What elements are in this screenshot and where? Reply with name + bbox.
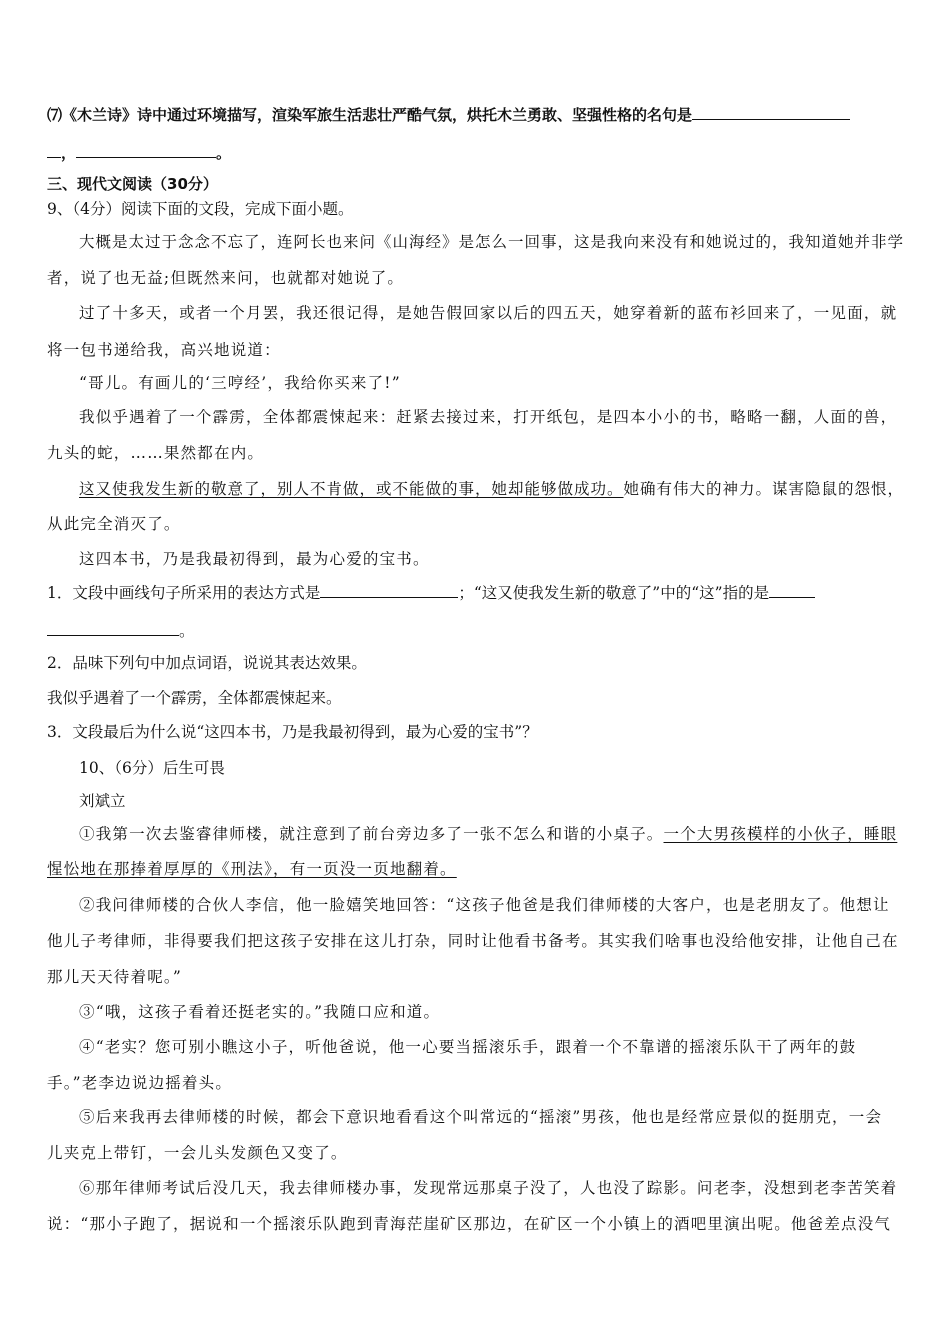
answer-blank bbox=[47, 141, 61, 158]
passage-line bbox=[47, 858, 457, 880]
sub-question-2-quote: 我似乎遇着了一个霹雳，全体都震悚起来。 bbox=[47, 689, 342, 707]
sub-question-1-cont bbox=[47, 619, 195, 642]
q7-separator: ， bbox=[61, 144, 77, 162]
sub1-text: 1．文段中画线句子所采用的表达方式是 bbox=[47, 584, 321, 602]
section-title: 三、现代文阅读（30分） bbox=[47, 175, 218, 193]
passage-line bbox=[79, 478, 904, 500]
passage-line: 他儿子考律师，非得要我们把这孩子安排在这儿打杂，同时让他看书备考。其实我们啥事也没给他安排，让他自己在 bbox=[47, 932, 899, 950]
underlined-sentence: 一个大男孩模样的小伙子，睡眼 bbox=[663, 825, 898, 843]
passage-line: 将一包书递给我，高兴地说道： bbox=[47, 341, 281, 359]
passage-line: 九头的蛇，……果然都在内。 bbox=[47, 444, 265, 462]
passage-line: 者，说了也无益;但既然来问，也就都对她说了。 bbox=[47, 269, 405, 287]
passage-line: 说：“那小子跑了，据说和一个摇滚乐队跑到青海茫崖矿区那边，在矿区一个小镇上的酒吧里演出呢。他爸差点没气 bbox=[47, 1215, 892, 1233]
sub-question-3: 3．文段最后为什么说“这四本书，乃是我最初得到，最为心爱的宝书”？ bbox=[47, 723, 538, 741]
q7-line-1 bbox=[47, 103, 850, 126]
passage-line: 大概是太过于念念不忘了，连阿长也来问《山海经》是怎么一回事，这是我向来没有和她说过的，我知道她并非学 bbox=[79, 233, 905, 251]
q10-title: 10、（6分）后生可畏 bbox=[79, 759, 225, 777]
passage-line bbox=[79, 823, 897, 845]
q7-text: ⑺《木兰诗》诗中通过环境描写，渲染军旅生活悲壮严酷气氛，烘托木兰勇敢、坚强性格的名句是 bbox=[47, 106, 693, 124]
answer-blank bbox=[692, 103, 850, 120]
answer-blank bbox=[76, 141, 216, 158]
answer-blank bbox=[320, 581, 458, 598]
passage-line: ④“老实？您可别小瞧这小子，听他爸说，他一心要当摇滚乐手，跟着一个不靠谱的摇滚乐队干了两年的鼓 bbox=[79, 1038, 857, 1056]
passage-text: 她确有伟大的神力。谋害隐鼠的怨恨， bbox=[623, 480, 905, 498]
passage-line: 过了十多天，或者一个月罢，我还很记得，是她告假回家以后的四五天，她穿着新的蓝布衫回来了，一见面，就 bbox=[79, 304, 898, 322]
sub-question-2: 2．品味下列句中加点词语，说说其表达效果。 bbox=[47, 654, 367, 672]
answer-blank bbox=[769, 581, 815, 598]
passage-line: 那儿天天待着呢。” bbox=[47, 968, 182, 986]
passage-line: 从此完全消灭了。 bbox=[47, 515, 181, 533]
passage-line: “哥儿。有画儿的‘三哼经’，我给你买来了!” bbox=[79, 374, 401, 392]
passage-line: ②我问律师楼的合伙人李信，他一脸嬉笑地回答：“这孩子他爸是我们律师楼的大客户，也是老朋友了。他想让 bbox=[79, 896, 890, 914]
passage-line: ⑥那年律师考试后没几天，我去律师楼办事，发现常远那桌子没了，人也没了踪影。问老李，没想到老李苦笑着 bbox=[79, 1179, 898, 1197]
passage-line: ③“哦，这孩子看着还挺老实的。”我随口应和道。 bbox=[79, 1003, 441, 1021]
passage-line: 手。”老李边说边摇着头。 bbox=[47, 1074, 233, 1092]
sub1-text: ；“这又使我发生新的敬意了”中的“这”指的是 bbox=[458, 584, 770, 602]
passage-line: 儿夹克上带钉，一会儿头发颜色又变了。 bbox=[47, 1144, 348, 1162]
passage-line: 这四本书，乃是我最初得到，最为心爱的宝书。 bbox=[79, 550, 430, 568]
underlined-sentence: 这又使我发生新的敬意了，别人不肯做，或不能做的事，她却能够做成功。 bbox=[79, 480, 624, 498]
underlined-sentence: 惺忪地在那捧着厚厚的《刑法》，有一页没一页地翻着。 bbox=[47, 860, 457, 878]
q7-line-2 bbox=[47, 141, 231, 164]
answer-blank bbox=[47, 619, 179, 636]
passage-text: ①我第一次去鉴睿律师楼，就注意到了前台旁边多了一张不怎么和谐的小桌子。 bbox=[79, 825, 664, 843]
q9-intro: 9、（4分）阅读下面的文段，完成下面小题。 bbox=[47, 200, 354, 218]
sub1-end: 。 bbox=[179, 622, 195, 640]
sub-question-1 bbox=[47, 581, 815, 604]
passage-line: ⑤后来我再去律师楼的时候，都会下意识地看看这个叫常远的“摇滚”男孩，他也是经常应景似的挺朋克，一会 bbox=[79, 1108, 883, 1126]
passage-line: 我似乎遇着了一个霹雳，全体都震悚起来：赶紧去接过来，打开纸包，是四本小小的书，略略一翻，人面的兽， bbox=[79, 408, 898, 426]
q10-author: 刘斌立 bbox=[79, 792, 126, 810]
q7-end: 。 bbox=[216, 144, 232, 162]
